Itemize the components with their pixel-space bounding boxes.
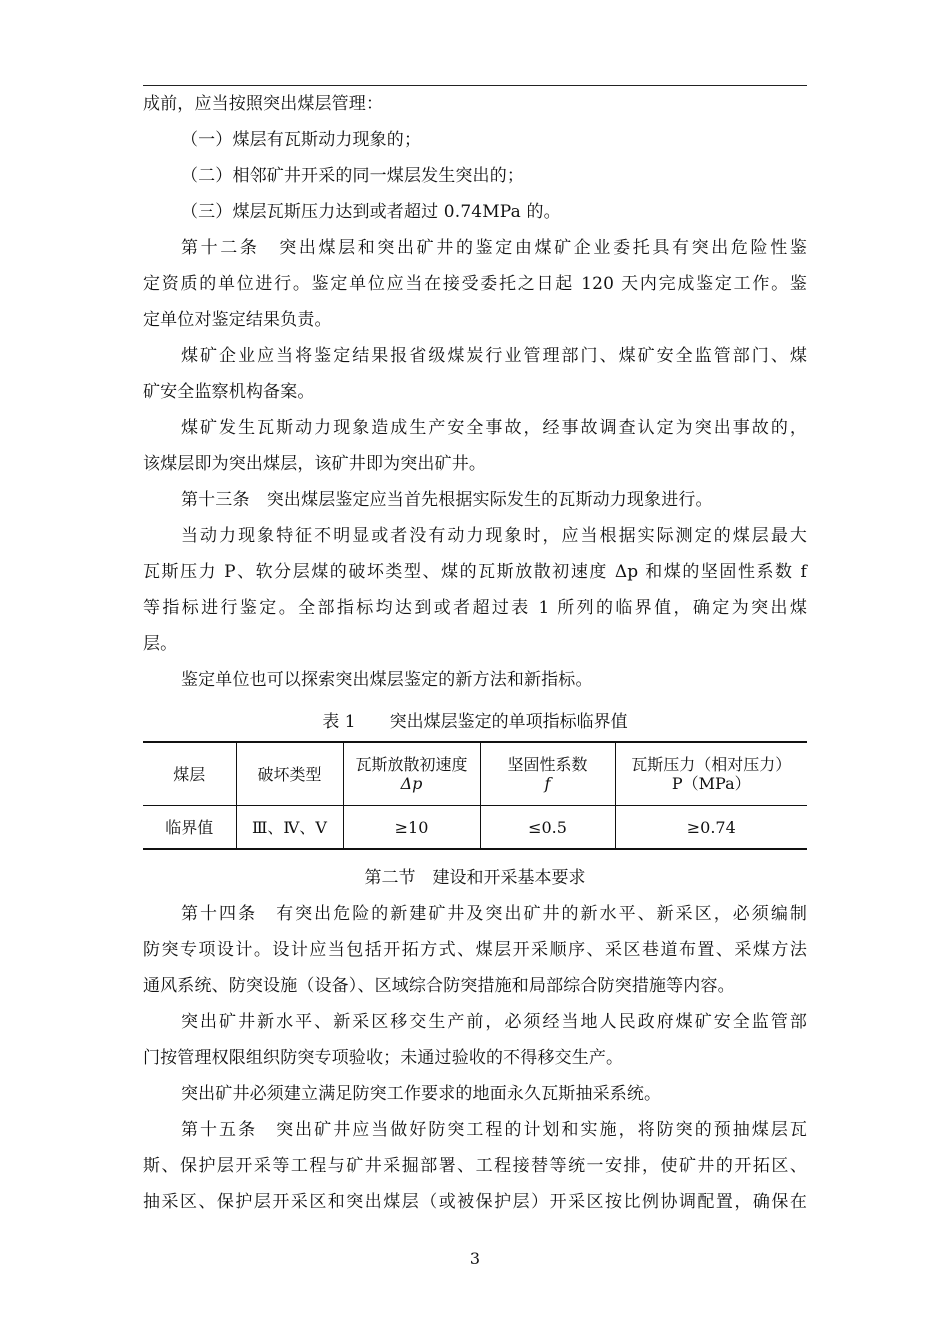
paragraph-line: 定资质的单位进行。鉴定单位应当在接受委托之日起 120 天内完成鉴定工作。鉴 xyxy=(143,274,807,294)
list-item: （一）煤层有瓦斯动力现象的； xyxy=(181,130,422,150)
table-cell: ≥10 xyxy=(343,806,480,850)
table-cell: 临界值 xyxy=(143,806,236,850)
article-14-line: 第十四条 有突出危险的新建矿井及突出矿井的新水平、新采区，必须编制 xyxy=(181,904,807,924)
header-text: 瓦斯压力（相对压力） xyxy=(631,755,792,774)
paragraph-line: 通风系统、防突设施（设备）、区域综合防突措施和局部综合防突措施等内容。 xyxy=(143,976,735,996)
paragraph-line: 等指标进行鉴定。全部指标均达到或者超过表 1 所列的临界值，确定为突出煤 xyxy=(143,598,807,618)
header-text: 坚固性系数 xyxy=(507,755,588,774)
table-header-row xyxy=(143,742,807,806)
header-cell: 煤层 xyxy=(143,742,236,806)
paragraph-line: 煤矿企业应当将鉴定结果报省级煤炭行业管理部门、煤矿安全监管部门、煤 xyxy=(181,346,807,366)
table-cell: Ⅲ、Ⅳ、Ⅴ xyxy=(236,806,343,850)
header-cell: 破坏类型 xyxy=(236,742,343,806)
section-title: 第二节 建设和开采基本要求 xyxy=(364,868,586,888)
paragraph-line: 当动力现象特征不明显或者没有动力现象时，应当根据实际测定的煤层最大 xyxy=(181,526,807,546)
header-symbol: f xyxy=(544,774,551,793)
header-rule xyxy=(143,85,807,86)
paragraph-line: 煤矿发生瓦斯动力现象造成生产安全事故，经事故调查认定为突出事故的， xyxy=(181,418,807,438)
paragraph-line: 斯、保护层开采等工程与矿井采掘部署、工程接替等统一安排，使矿井的开拓区、 xyxy=(143,1156,807,1176)
list-item: （二）相邻矿井开采的同一煤层发生突出的； xyxy=(181,166,524,186)
paragraph-line: 定单位对鉴定结果负责。 xyxy=(143,310,332,330)
paragraph-line: 层。 xyxy=(143,634,178,654)
paragraph-line: 成前，应当按照突出煤层管理： xyxy=(143,94,384,114)
article-13-line: 第十三条 突出煤层鉴定应当首先根据实际发生的瓦斯动力现象进行。 xyxy=(181,490,713,510)
paragraph-line: 突出矿井必须建立满足防突工作要求的地面永久瓦斯抽采系统。 xyxy=(181,1084,662,1104)
article-12-line: 第十二条 突出煤层和突出矿井的鉴定由煤矿企业委托具有突出危险性鉴 xyxy=(181,238,807,258)
paragraph-line: 突出矿井新水平、新采区移交生产前，必须经当地人民政府煤矿安全监管部 xyxy=(181,1012,807,1032)
paragraph-line: 抽采区、保护层开采区和突出煤层（或被保护层）开采区按比例协调配置，确保在 xyxy=(143,1192,807,1212)
paragraph-line: 鉴定单位也可以探索突出煤层鉴定的新方法和新指标。 xyxy=(181,670,593,690)
table-caption: 表 1 突出煤层鉴定的单项指标临界值 xyxy=(322,712,628,732)
table-cell: ≥0.74 xyxy=(615,806,807,850)
table-cell: ≤0.5 xyxy=(480,806,615,850)
page-number: 3 xyxy=(469,1249,481,1268)
table-row xyxy=(143,806,807,850)
criteria-table xyxy=(143,741,807,850)
header-cell xyxy=(343,742,480,806)
paragraph-line: 该煤层即为突出煤层，该矿井即为突出矿井。 xyxy=(143,454,486,474)
header-cell xyxy=(615,742,807,806)
header-text: 瓦斯放散初速度 xyxy=(355,755,468,774)
header-cell xyxy=(480,742,615,806)
header-symbol: Δp xyxy=(400,774,423,793)
paragraph-line: 防突专项设计。设计应当包括开拓方式、煤层开采顺序、采区巷道布置、采煤方法 xyxy=(143,940,807,960)
article-15-line: 第十五条 突出矿井应当做好防突工程的计划和实施，将防突的预抽煤层瓦 xyxy=(181,1120,807,1140)
paragraph-line: 矿安全监察机构备案。 xyxy=(143,382,315,402)
paragraph-line: 瓦斯压力 P、软分层煤的破坏类型、煤的瓦斯放散初速度 Δp 和煤的坚固性系数 f xyxy=(143,562,807,582)
header-unit: P（MPa） xyxy=(671,774,751,793)
paragraph-line: 门按管理权限组织防突专项验收；未通过验收的不得移交生产。 xyxy=(143,1048,624,1068)
list-item: （三）煤层瓦斯压力达到或者超过 0.74MPa 的。 xyxy=(181,202,561,222)
